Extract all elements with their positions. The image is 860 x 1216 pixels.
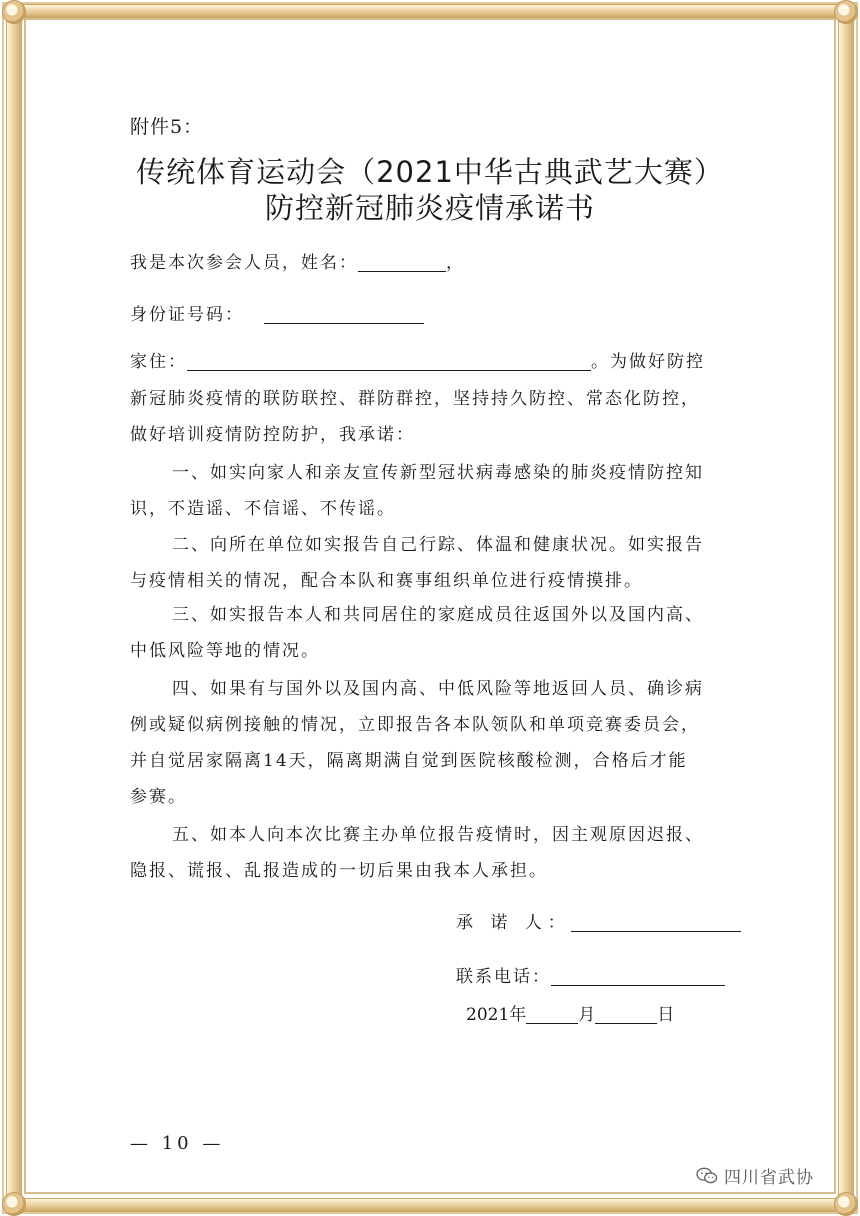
name-blank[interactable]: [358, 253, 446, 272]
promisor-label: 承 诺 人：: [456, 913, 571, 933]
item2-line-2: 与疫情相关的情况，配合本队和赛事组织单位进行疫情摸排。: [130, 571, 643, 591]
phone-blank[interactable]: [551, 967, 725, 986]
wechat-icon: [696, 1166, 718, 1186]
item4-line-4: 参赛。: [130, 787, 187, 807]
document-title-line1: 传统体育运动会（2021中华古典武艺大赛）: [136, 155, 724, 189]
id-line: [130, 300, 424, 325]
name-line: [130, 248, 465, 273]
id-label: 身份证号码：: [130, 305, 244, 325]
item3-line-2: 中低风险等地的情况。: [130, 641, 320, 661]
date-month-blank[interactable]: [526, 1005, 578, 1024]
promisor-line: [456, 908, 741, 933]
date-day-label: 日: [657, 1005, 675, 1025]
address-blank[interactable]: [187, 352, 591, 371]
address-label: 家住：: [130, 352, 187, 372]
item1-line-2: 识，不造谣、不信谣、不传谣。: [130, 499, 396, 519]
item4-line-3: 并自觉居家隔离14天，隔离期满自觉到医院核酸检测，合格后才能: [130, 751, 688, 771]
item4-line-2: 例或疑似病例接触的情况，立即报告各本队领队和单项竞赛委员会，: [130, 715, 700, 735]
watermark-text: 四川省武协: [724, 1168, 814, 1188]
item3-line-1: 三、如实报告本人和共同居住的家庭成员往返国外以及国内高、: [172, 605, 704, 625]
intro-line-3: 做好培训疫情防控防护，我承诺：: [130, 425, 415, 445]
item4-line-1: 四、如果有与国外以及国内高、中低风险等地返回人员、确诊病: [172, 679, 704, 699]
date-year: 2021年: [466, 1005, 527, 1025]
item1-line-1: 一、如实向家人和亲友宣传新型冠状病毒感染的肺炎疫情防控知: [172, 463, 704, 483]
promisor-blank[interactable]: [571, 913, 741, 932]
address-suffix: 。为做好防控: [591, 352, 705, 372]
date-day-blank[interactable]: [595, 1005, 657, 1024]
address-line: [130, 347, 705, 372]
item2-line-1: 二、向所在单位如实报告自己行踪、体温和健康状况。如实报告: [172, 535, 704, 555]
scroll-curl-top-left: [2, 0, 26, 24]
watermark: [696, 1163, 814, 1188]
name-label: 我是本次参会人员，姓名：: [130, 253, 358, 273]
scroll-curl-bottom-right: [834, 1192, 858, 1216]
document-title-line2: 防控新冠肺炎疫情承诺书: [264, 191, 595, 225]
date-line: [466, 1000, 674, 1025]
intro-line-2: 新冠肺炎疫情的联防联控、群防群控，坚持持久防控、常态化防控，: [130, 389, 700, 409]
scroll-curl-top-right: [834, 0, 858, 24]
item5-line-2: 隐报、谎报、乱报造成的一切后果由我本人承担。: [130, 861, 548, 881]
item5-line-1: 五、如本人向本次比赛主办单位报告疫情时，因主观原因迟报、: [172, 825, 704, 845]
name-suffix: ，: [446, 253, 465, 273]
scroll-rod-bottom: [8, 1198, 854, 1212]
page-number: — 10 —: [130, 1133, 225, 1154]
date-month-label: 月: [578, 1005, 596, 1025]
id-number-blank[interactable]: [264, 305, 424, 324]
scroll-rod-top: [8, 4, 854, 18]
attachment-label: 附件5：: [130, 116, 204, 138]
phone-label: 联系电话：: [456, 967, 551, 987]
phone-line: [456, 962, 725, 987]
scroll-curl-bottom-left: [2, 1192, 26, 1216]
